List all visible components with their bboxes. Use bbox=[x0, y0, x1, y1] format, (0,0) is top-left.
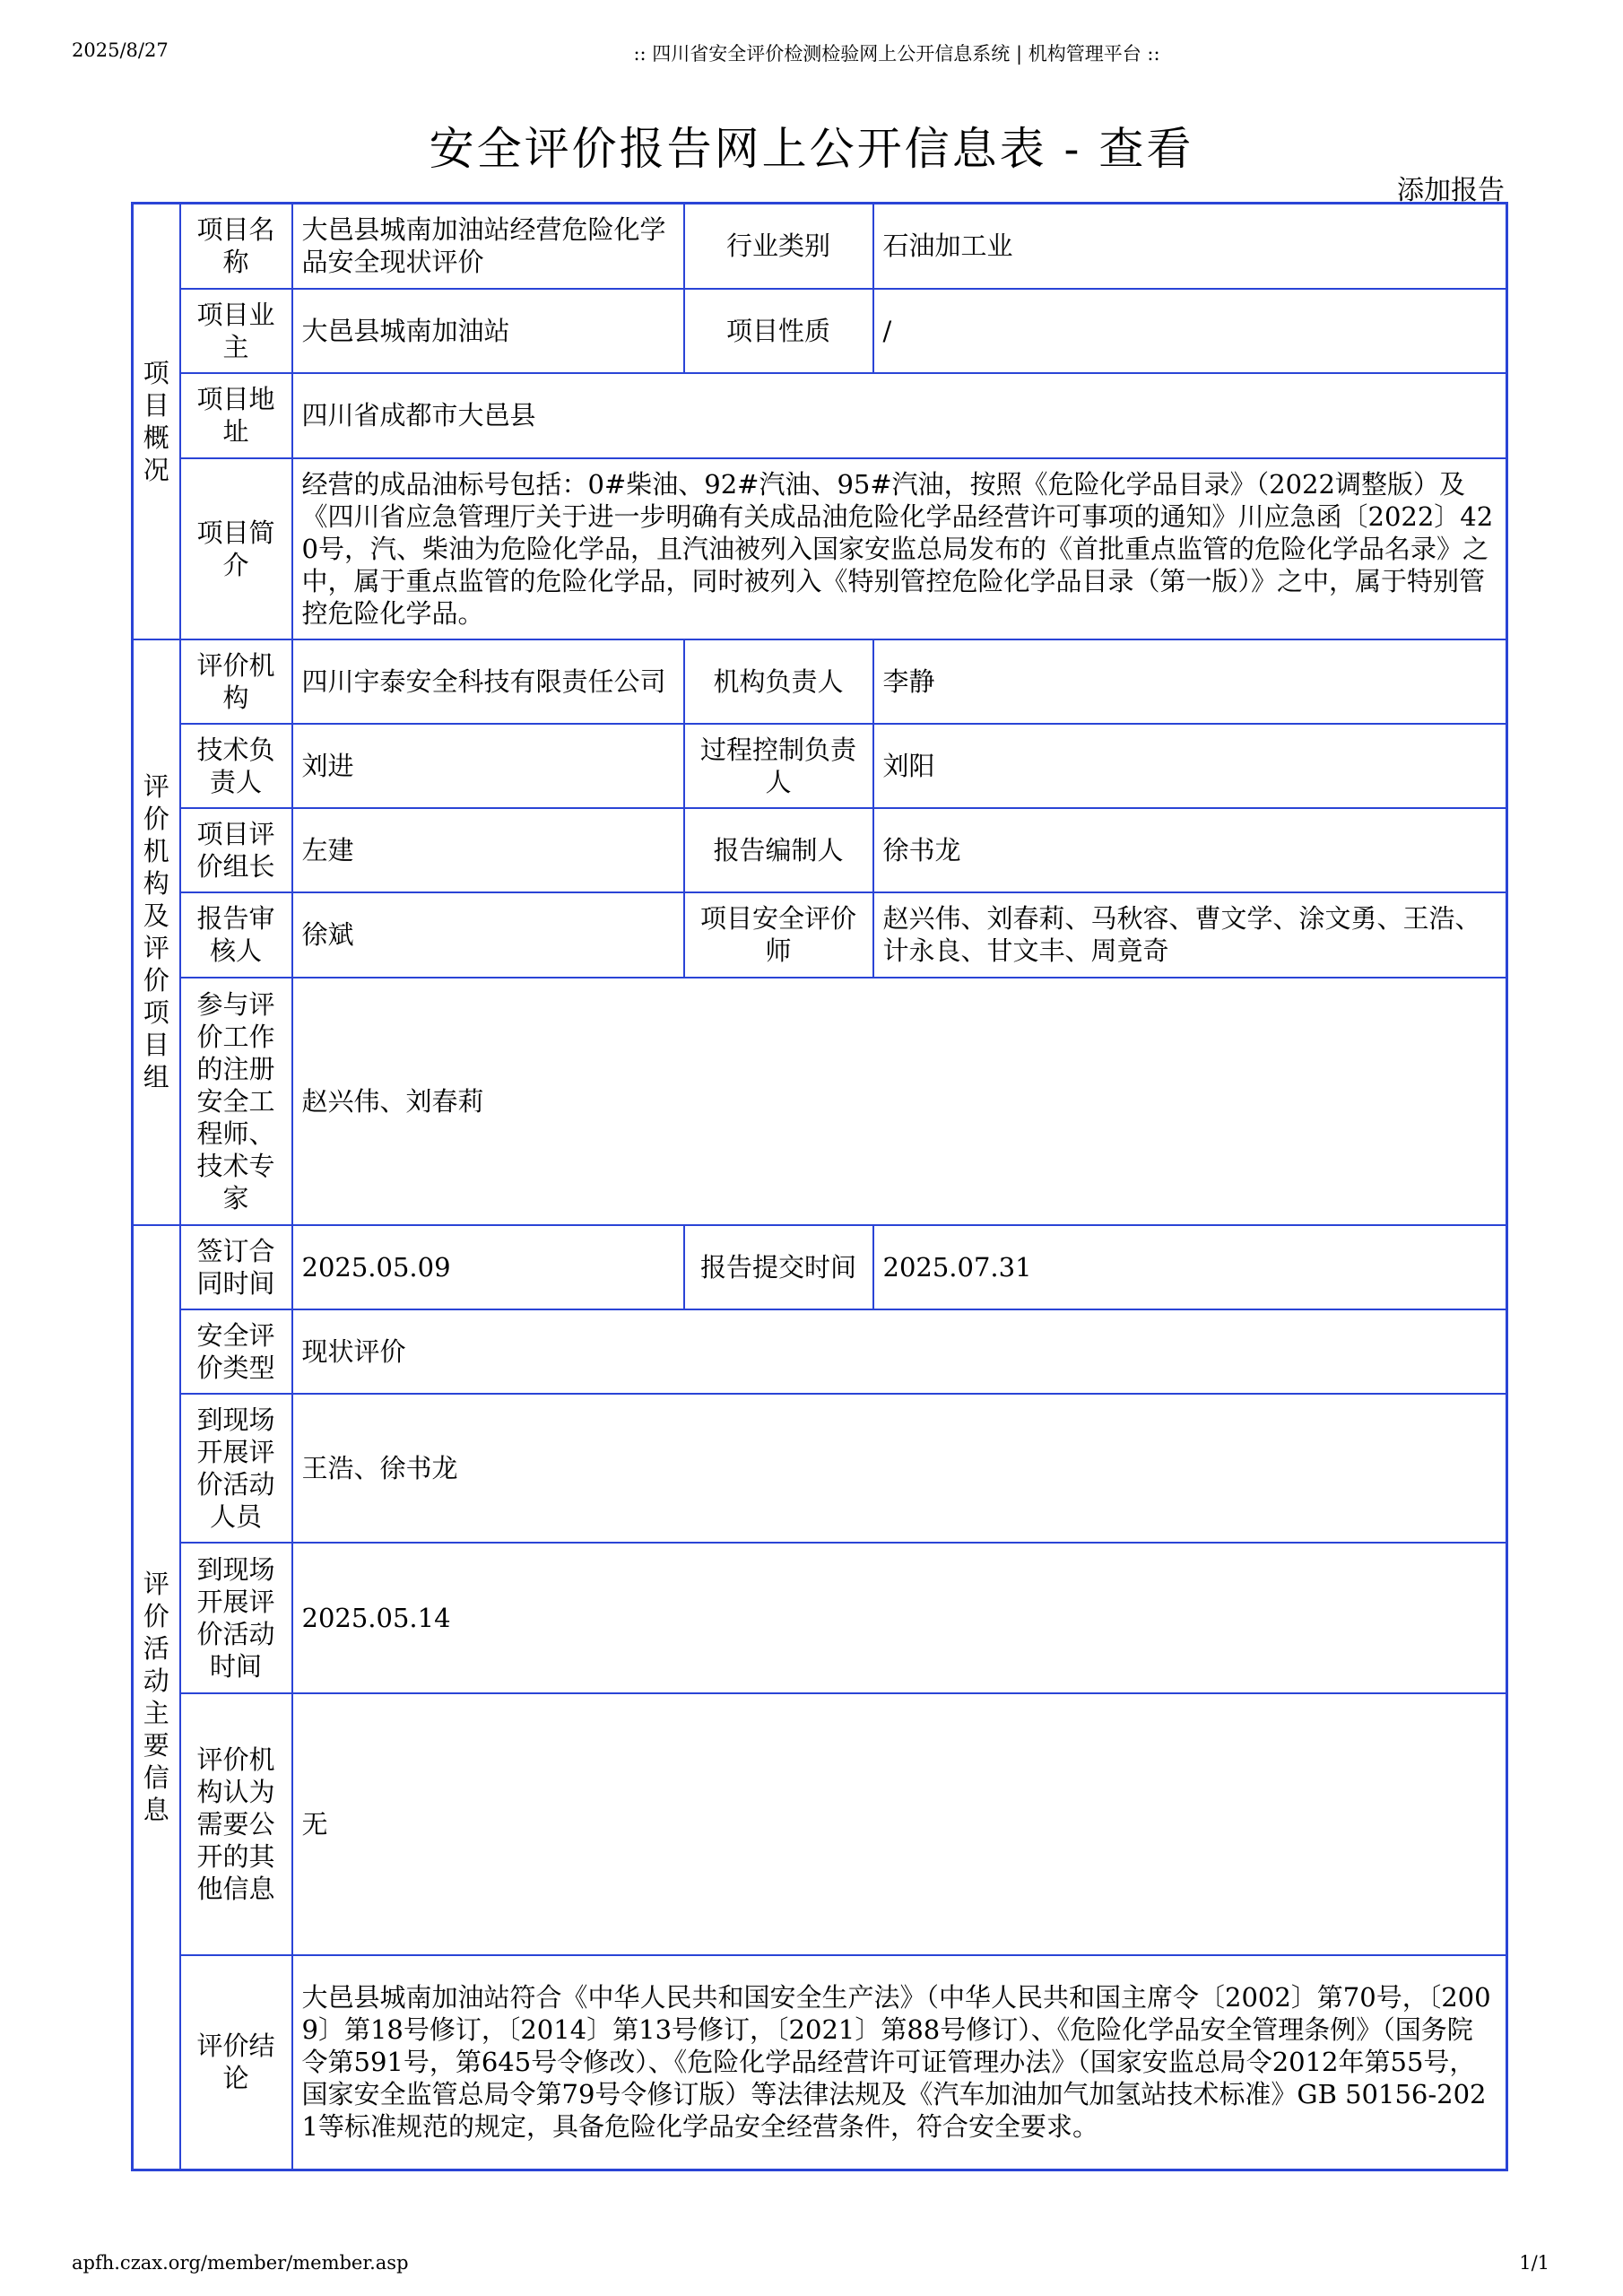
org-value: 四川宇泰安全科技有限责任公司 bbox=[292, 639, 684, 724]
contract-label: 签订合同时间 bbox=[180, 1225, 292, 1309]
table-row bbox=[133, 204, 1507, 289]
nature-label: 项目性质 bbox=[684, 289, 873, 373]
evaluators-value: 赵兴伟、刘春莉、马秋容、曹文学、涂文勇、王浩、计永良、甘文丰、周竟奇 bbox=[873, 892, 1507, 978]
engineers-label: 参与评价工作的注册安全工程师、技术专家 bbox=[180, 978, 292, 1225]
engineers-value: 赵兴伟、刘春莉 bbox=[292, 978, 1507, 1225]
add-report-link[interactable]: 添加报告 bbox=[1397, 175, 1505, 206]
intro-value: 经营的成品油标号包括：0#柴油、92#汽油、95#汽油，按照《危险化学品目录》（2022调整版）及《四川省应急管理厅关于进一步明确有关成品油危险化学品经营许可事项的通知》川应急函〔2022〕420号，汽、柴油为危险化学品，且汽油被列入国家安监总局发布的《首批重点监管的危险化学品名录》之中，属于重点监管的危险化学品，同时被列入《特别管控危险化学品目录（第一版）》之中，属于特别管控危险化学品。 bbox=[292, 458, 1507, 639]
org-label: 评价机构 bbox=[180, 639, 292, 724]
process-value: 刘阳 bbox=[873, 724, 1507, 808]
onsite-time-value: 2025.05.14 bbox=[292, 1543, 1507, 1693]
table-row bbox=[133, 1309, 1507, 1394]
onsite-time-label: 到现场开展评价活动时间 bbox=[180, 1543, 292, 1693]
table-row bbox=[133, 1394, 1507, 1543]
table-row bbox=[133, 1543, 1507, 1693]
submit-label: 报告提交时间 bbox=[684, 1225, 873, 1309]
section-label-agency: 评价机构及评价项目组 bbox=[133, 639, 180, 1225]
other-label: 评价机构认为需要公开的其他信息 bbox=[180, 1693, 292, 1955]
table-row bbox=[133, 1955, 1507, 2170]
conclusion-label: 评价结论 bbox=[180, 1955, 292, 2170]
footer-url: apfh.czax.org/member/member.asp bbox=[72, 2252, 409, 2274]
table-row bbox=[133, 458, 1507, 639]
intro-label: 项目简介 bbox=[180, 458, 292, 639]
table-row bbox=[133, 978, 1507, 1225]
compiler-value: 徐书龙 bbox=[873, 808, 1507, 892]
type-value: 现状评价 bbox=[292, 1309, 1507, 1394]
table-row bbox=[133, 724, 1507, 808]
head-value: 李静 bbox=[873, 639, 1507, 724]
table-row bbox=[133, 1693, 1507, 1955]
contract-value: 2025.05.09 bbox=[292, 1225, 684, 1309]
table-row bbox=[133, 289, 1507, 373]
onsite-people-label: 到现场开展评价活动人员 bbox=[180, 1394, 292, 1543]
table-row bbox=[133, 373, 1507, 458]
table-row bbox=[133, 639, 1507, 724]
other-value: 无 bbox=[292, 1693, 1507, 1955]
onsite-people-value: 王浩、徐书龙 bbox=[292, 1394, 1507, 1543]
type-label: 安全评价类型 bbox=[180, 1309, 292, 1394]
address-value: 四川省成都市大邑县 bbox=[292, 373, 1507, 458]
reviewer-label: 报告审核人 bbox=[180, 892, 292, 978]
section-label-overview: 项目概况 bbox=[133, 204, 180, 639]
table-row bbox=[133, 1225, 1507, 1309]
table-row bbox=[133, 892, 1507, 978]
leader-value: 左建 bbox=[292, 808, 684, 892]
submit-value: 2025.07.31 bbox=[873, 1225, 1507, 1309]
project-name-value: 大邑县城南加油站经营危险化学品安全现状评价 bbox=[292, 204, 684, 289]
section-label-activity: 评价活动主要信息 bbox=[133, 1225, 180, 2170]
project-name-label: 项目名称 bbox=[180, 204, 292, 289]
tech-label: 技术负责人 bbox=[180, 724, 292, 808]
reviewer-value: 徐斌 bbox=[292, 892, 684, 978]
page-title: 安全评价报告网上公开信息表 - 查看 bbox=[429, 123, 1194, 175]
process-label: 过程控制负责人 bbox=[684, 724, 873, 808]
tech-value: 刘进 bbox=[292, 724, 684, 808]
print-header-title: :: 四川省安全评价检测检验网上公开信息系统 | 机构管理平台 :: bbox=[633, 43, 1160, 65]
evaluators-label: 项目安全评价师 bbox=[684, 892, 873, 978]
owner-label: 项目业主 bbox=[180, 289, 292, 373]
footer-page-number: 1/1 bbox=[1519, 2252, 1549, 2274]
industry-label: 行业类别 bbox=[684, 204, 873, 289]
nature-value: / bbox=[873, 289, 1507, 373]
leader-label: 项目评价组长 bbox=[180, 808, 292, 892]
conclusion-value: 大邑县城南加油站符合《中华人民共和国安全生产法》（中华人民共和国主席令〔2002〕第70号，〔2009〕第18号修订，〔2014〕第13号修订，〔2021〕第88号修订）、《危险化学品安全管理条例》（国务院令第591号，第645号令修改）、《危险化学品经营许可证管理办法》（国家安监总局令2012年第55号，国家安全监管总局令第79号令修订版）等法律法规及《汽车加油加气加氢站技术标准》GB 50156-2021等标准规范的规定，具备危险化学品安全经营条件，符合安全要求。 bbox=[292, 1955, 1507, 2170]
head-label: 机构负责人 bbox=[684, 639, 873, 724]
address-label: 项目地址 bbox=[180, 373, 292, 458]
info-table bbox=[131, 202, 1508, 2171]
print-date: 2025/8/27 bbox=[72, 39, 169, 61]
compiler-label: 报告编制人 bbox=[684, 808, 873, 892]
industry-value: 石油加工业 bbox=[873, 204, 1507, 289]
table-row bbox=[133, 808, 1507, 892]
owner-value: 大邑县城南加油站 bbox=[292, 289, 684, 373]
